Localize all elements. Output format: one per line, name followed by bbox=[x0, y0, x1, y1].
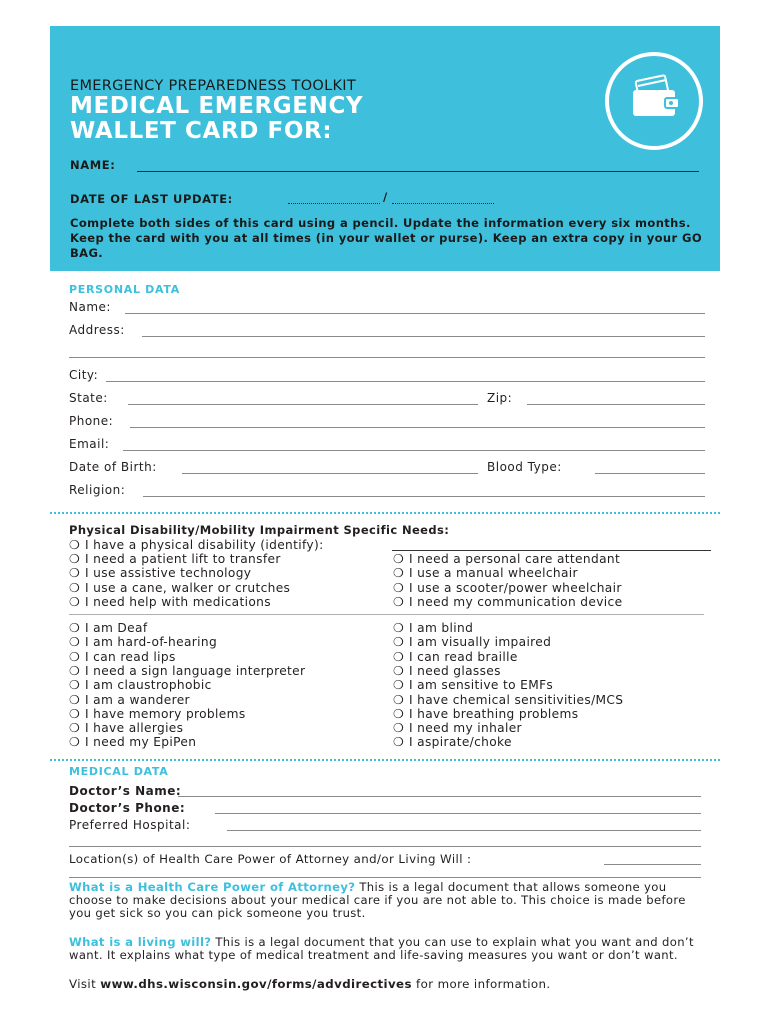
doctor-name-field[interactable] bbox=[178, 796, 701, 797]
checkbox-item[interactable] bbox=[69, 621, 147, 635]
checkbox-item[interactable] bbox=[393, 721, 522, 735]
checkbox-label: I have a physical disability (identify): bbox=[85, 538, 324, 552]
checkbox-item[interactable] bbox=[393, 581, 622, 595]
checkbox-item[interactable] bbox=[69, 538, 324, 552]
state-label: State: bbox=[69, 391, 108, 405]
city-field[interactable] bbox=[106, 381, 705, 382]
checkbox-item[interactable] bbox=[69, 650, 176, 664]
checkbox-label: I need glasses bbox=[409, 663, 501, 678]
name-label: Name: bbox=[69, 300, 111, 314]
checkbox-icon[interactable]: ❍ bbox=[393, 621, 405, 635]
location-field[interactable] bbox=[604, 864, 701, 865]
checkbox-label: I have breathing problems bbox=[409, 706, 579, 721]
location-field-2[interactable] bbox=[69, 877, 701, 878]
checkbox-icon[interactable]: ❍ bbox=[69, 663, 81, 678]
needs-heading: Physical Disability/Mobility Impairment Specific Needs: bbox=[69, 523, 450, 537]
checkbox-icon[interactable]: ❍ bbox=[393, 635, 405, 650]
checkbox-label: I am claustrophobic bbox=[85, 678, 212, 693]
checkbox-label: I need a personal care attendant bbox=[409, 552, 621, 566]
visit-suffix: for more information. bbox=[411, 977, 551, 991]
city-label: City: bbox=[69, 368, 99, 382]
checkbox-item[interactable] bbox=[69, 693, 190, 707]
living-will-text: This is a legal document that you can use to explain what you want and don’t want. It explains what type of medical treatment and life-saving measures you want or don’t want. bbox=[69, 935, 694, 962]
checkbox-icon[interactable]: ❍ bbox=[393, 566, 405, 581]
checkbox-icon[interactable]: ❍ bbox=[69, 594, 81, 609]
checkbox-icon[interactable]: ❍ bbox=[393, 649, 405, 664]
checkbox-icon[interactable]: ❍ bbox=[393, 580, 405, 595]
header-instructions: Complete both sides of this card using a pencil. Update the information every six months. Keep the card with you at all times (in your wallet or purse). Keep an extra copy in your GO BAG. bbox=[70, 216, 702, 260]
checkbox-label: I use assistive technology bbox=[85, 566, 252, 581]
header-name-field[interactable] bbox=[137, 171, 699, 172]
address-label: Address: bbox=[69, 323, 125, 337]
checkbox-label: I am a wanderer bbox=[85, 692, 190, 707]
disability-identify-field[interactable] bbox=[392, 550, 711, 551]
name-field[interactable] bbox=[125, 313, 705, 314]
section-divider bbox=[50, 759, 720, 761]
wallet-badge bbox=[605, 52, 703, 150]
checkbox-item[interactable] bbox=[393, 735, 512, 749]
checkbox-icon[interactable]: ❍ bbox=[69, 635, 81, 650]
header-name-label: NAME: bbox=[70, 158, 116, 172]
checkbox-item[interactable] bbox=[69, 595, 271, 609]
checkbox-item[interactable] bbox=[69, 678, 212, 692]
checkbox-icon[interactable]: ❍ bbox=[69, 621, 81, 635]
checkbox-label: I have allergies bbox=[85, 721, 184, 736]
checkbox-icon[interactable]: ❍ bbox=[393, 678, 405, 693]
checkbox-label: I can read lips bbox=[85, 649, 176, 664]
card-title-line2: WALLET CARD FOR: bbox=[70, 118, 333, 144]
visit-url[interactable]: www.dhs.wisconsin.gov/forms/advdirectives bbox=[100, 977, 412, 991]
checkbox-label: I use a scooter/power wheelchair bbox=[409, 580, 622, 595]
checkbox-icon[interactable]: ❍ bbox=[393, 663, 405, 678]
doctor-phone-field[interactable] bbox=[215, 813, 701, 814]
checkbox-label: I need my inhaler bbox=[409, 721, 522, 736]
section-divider bbox=[50, 512, 720, 514]
poa-info bbox=[69, 881, 709, 920]
visit-line bbox=[69, 977, 551, 991]
zip-field[interactable] bbox=[527, 404, 705, 405]
poa-question: What is a Health Care Power of Attorney? bbox=[69, 880, 356, 894]
visit-prefix: Visit bbox=[69, 977, 101, 991]
checkbox-item[interactable] bbox=[69, 552, 281, 566]
checkbox-item[interactable] bbox=[69, 735, 196, 749]
checkbox-item[interactable] bbox=[69, 581, 290, 595]
group-divider bbox=[69, 614, 704, 615]
living-will-info bbox=[69, 936, 709, 962]
state-field[interactable] bbox=[128, 404, 478, 405]
checkbox-icon[interactable]: ❍ bbox=[393, 594, 405, 609]
checkbox-item[interactable] bbox=[393, 552, 620, 566]
header-date-field-2[interactable] bbox=[392, 203, 494, 204]
checkbox-label: I am hard-of-hearing bbox=[85, 635, 218, 650]
checkbox-item[interactable] bbox=[393, 595, 622, 609]
checkbox-icon[interactable]: ❍ bbox=[69, 538, 81, 552]
checkbox-item[interactable] bbox=[69, 566, 251, 580]
checkbox-icon[interactable]: ❍ bbox=[69, 678, 81, 693]
checkbox-item[interactable] bbox=[393, 635, 551, 649]
email-field[interactable] bbox=[123, 450, 705, 451]
checkbox-label: I need help with medications bbox=[85, 594, 271, 609]
header-banner bbox=[50, 26, 720, 271]
checkbox-label: I aspirate/choke bbox=[409, 735, 512, 750]
blood-type-field[interactable] bbox=[595, 473, 705, 474]
checkbox-item[interactable] bbox=[393, 621, 473, 635]
phone-label: Phone: bbox=[69, 414, 114, 428]
blood-type-label: Blood Type: bbox=[487, 460, 562, 474]
checkbox-icon[interactable]: ❍ bbox=[69, 692, 81, 707]
phone-field[interactable] bbox=[130, 427, 705, 428]
zip-label: Zip: bbox=[487, 391, 513, 405]
header-date-field-1[interactable] bbox=[288, 203, 380, 204]
checkbox-label: I am sensitive to EMFs bbox=[409, 678, 554, 693]
checkbox-item[interactable] bbox=[69, 635, 217, 649]
checkbox-label: I can read braille bbox=[409, 649, 518, 664]
checkbox-label: I use a cane, walker or crutches bbox=[85, 580, 291, 595]
location-label: Location(s) of Health Care Power of Attorney and/or Living Will : bbox=[69, 852, 472, 866]
header-date-separator: / bbox=[383, 190, 388, 204]
email-label: Email: bbox=[69, 437, 110, 451]
toolkit-subtitle: EMERGENCY PREPAREDNESS TOOLKIT bbox=[70, 78, 357, 94]
hospital-label: Preferred Hospital: bbox=[69, 818, 191, 832]
card-title-line1: MEDICAL EMERGENCY bbox=[70, 93, 364, 119]
personal-data-heading: PERSONAL DATA bbox=[69, 283, 180, 296]
checkbox-item[interactable] bbox=[69, 707, 246, 721]
checkbox-icon[interactable]: ❍ bbox=[69, 735, 81, 750]
doctor-phone-label: Doctor’s Phone: bbox=[69, 801, 186, 815]
checkbox-icon[interactable]: ❍ bbox=[393, 692, 405, 707]
checkbox-icon[interactable]: ❍ bbox=[69, 706, 81, 721]
dob-label: Date of Birth: bbox=[69, 460, 157, 474]
checkbox-icon[interactable]: ❍ bbox=[393, 735, 405, 750]
header-date-label: DATE OF LAST UPDATE: bbox=[70, 192, 233, 206]
checkbox-label: I need my communication device bbox=[409, 594, 623, 609]
checkbox-icon[interactable]: ❍ bbox=[393, 721, 405, 736]
checkbox-icon[interactable]: ❍ bbox=[69, 649, 81, 664]
checkbox-label: I have chemical sensitivities/MCS bbox=[409, 692, 624, 707]
checkbox-item[interactable] bbox=[69, 721, 183, 735]
address-field[interactable] bbox=[142, 336, 705, 337]
hospital-field[interactable] bbox=[227, 830, 701, 831]
checkbox-label: I am Deaf bbox=[85, 621, 148, 635]
checkbox-icon[interactable]: ❍ bbox=[69, 721, 81, 736]
checkbox-item[interactable] bbox=[393, 707, 578, 721]
hospital-field-2[interactable] bbox=[69, 846, 701, 847]
poa-text: This is a legal document that allows someone you choose to make decisions about your medical care if you are not able to. This choice is made before you get sick so you can pick someone you trust. bbox=[69, 880, 686, 920]
checkbox-item[interactable] bbox=[393, 678, 553, 692]
wallet-card-icon bbox=[629, 74, 681, 120]
checkbox-icon[interactable]: ❍ bbox=[69, 580, 81, 595]
religion-label: Religion: bbox=[69, 483, 126, 497]
checkbox-item[interactable] bbox=[393, 664, 501, 678]
checkbox-icon[interactable]: ❍ bbox=[69, 566, 81, 581]
checkbox-item[interactable] bbox=[393, 650, 518, 664]
checkbox-label: I need a sign language interpreter bbox=[85, 663, 306, 678]
checkbox-label: I need a patient lift to transfer bbox=[85, 552, 281, 566]
living-will-question: What is a living will? bbox=[69, 935, 212, 949]
checkbox-label: I am blind bbox=[409, 621, 474, 635]
dob-field[interactable] bbox=[182, 473, 478, 474]
card-title bbox=[70, 94, 363, 144]
checkbox-icon[interactable]: ❍ bbox=[393, 706, 405, 721]
checkbox-label: I need my EpiPen bbox=[85, 735, 197, 750]
doctor-name-label: Doctor’s Name: bbox=[69, 784, 182, 798]
religion-field[interactable] bbox=[143, 496, 705, 497]
checkbox-item[interactable] bbox=[393, 693, 623, 707]
checkbox-icon[interactable]: ❍ bbox=[393, 552, 405, 566]
checkbox-label: I have memory problems bbox=[85, 706, 246, 721]
checkbox-label: I use a manual wheelchair bbox=[409, 566, 578, 581]
medical-data-heading: MEDICAL DATA bbox=[69, 765, 169, 778]
checkbox-icon[interactable]: ❍ bbox=[69, 552, 81, 566]
address-field-2[interactable] bbox=[69, 357, 705, 358]
checkbox-item[interactable] bbox=[69, 664, 305, 678]
checkbox-label: I am visually impaired bbox=[409, 635, 552, 650]
checkbox-item[interactable] bbox=[393, 566, 578, 580]
